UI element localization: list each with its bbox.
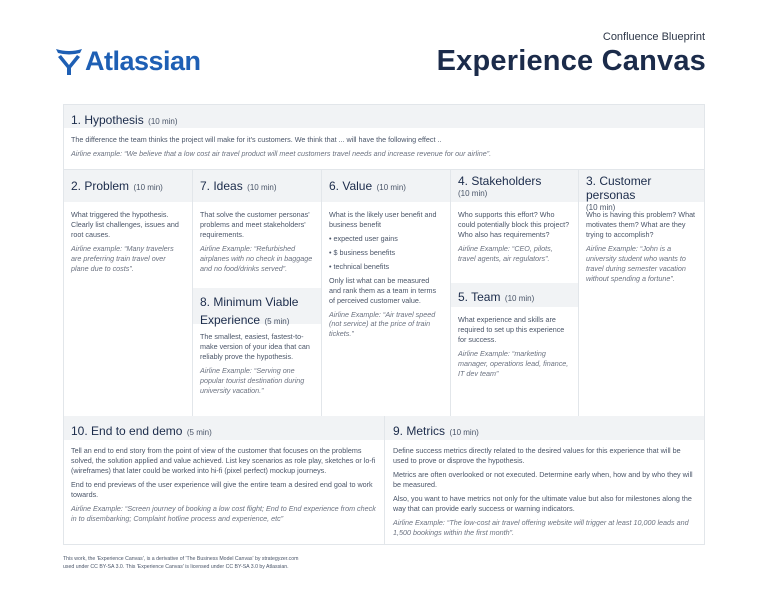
personas-body — [579, 202, 704, 416]
hypothesis-title: 1. Hypothesis — [71, 113, 144, 127]
value-bullet: • technical benefits — [329, 261, 390, 271]
ideas-text: That solve the customer personas' problems and meet stakeholders' requirements. — [200, 210, 310, 239]
metrics-text-3: Also, you want to have metrics not only for the ultimate value but also for milestones along the way that can provide early success or warning indicators. — [393, 493, 692, 513]
hypothesis-body — [64, 128, 704, 170]
mvp-body — [193, 324, 321, 416]
value-body — [322, 202, 450, 416]
metrics-text-2: Metrics are often overlooked or not executed. Determine early when, how and by who they will be measured. — [393, 469, 693, 489]
metrics-example: Airline Example: “The low-cost air travel offering website will trigger at least 10,000 leads and 1,500 bookings within the first month”. — [393, 517, 689, 537]
problem-text: What triggered the hypothesis. Clearly list challenges, issues and root causes. — [71, 210, 179, 239]
team-example: Airline Example: “marketing manager, operations lead, finance, IT dev team” — [458, 348, 569, 378]
atlassian-logo-icon — [54, 46, 84, 76]
team-time: (10 min) — [504, 294, 535, 303]
atlassian-logo[interactable] — [54, 44, 201, 78]
problem-example: Airline example: “Many travelers are preferring train travel over plane due to costs”. — [71, 243, 174, 273]
value-title: 6. Value — [329, 179, 373, 193]
problem-body — [64, 202, 192, 416]
demo-text-2: End to end previews of the user experience will give the entire team a desired end goal to work towards. — [71, 479, 373, 499]
page-subtitle: Confluence Blueprint — [602, 31, 705, 43]
ideas-title: 7. Ideas — [200, 179, 243, 193]
value-bullet: • expected user gains — [329, 233, 398, 243]
demo-title: 10. End to end demo — [71, 424, 183, 438]
stakeholders-header — [451, 170, 578, 202]
metrics-time: (10 min) — [449, 428, 479, 437]
value-text-2: Only list what can be measured and rank them as a team in terms of perceived customer value. — [329, 275, 437, 305]
license-line: used under CC BY-SA 3.0. This 'Experience Canvas' is licensed under CC BY-SA 3.0 by Atlassian. — [63, 563, 289, 570]
ideas-time: (10 min) — [247, 183, 277, 192]
demo-text: Tell an end to end story from the point of view of the customer that focuses on the problems solved, the solution applied and value achieved. List key scenarios as role play, sketches or lo-fi (wireframes) that later could be worked into hi-fi (pixel perfect) mockup journeys. — [71, 446, 376, 475]
personas-text: Who is having this problem? What motivates them? What are they trying to accomplish? — [586, 210, 696, 239]
license-footer — [63, 556, 363, 572]
demo-header — [64, 416, 384, 440]
mvp-text: The smallest, easiest, fastest-to-make version of your idea that can reliably prove the hypothesis. — [200, 332, 310, 361]
value-text: What is the likely user benefit and business benefit — [329, 210, 437, 229]
team-title: 5. Team — [458, 290, 501, 304]
mvp-header — [193, 288, 321, 327]
metrics-header — [385, 416, 704, 440]
hypothesis-example: Airline example: “We believe that a low cost air travel product will meet customers travel needs and increase revenue for our airline”. — [71, 148, 492, 158]
team-body — [451, 307, 578, 416]
value-time: (10 min) — [376, 183, 406, 192]
team-header — [451, 283, 578, 307]
license-line: This work, the 'Experience Canvas', is a derivative of 'The Business Model Canvas' by strategyzer.com — [63, 556, 299, 562]
personas-time: (10 min) — [586, 202, 616, 212]
mvp-time: (5 min) — [264, 317, 290, 326]
mvp-example: Airline Example: “Serving one popular tourist destination during university vacation.” — [200, 365, 305, 395]
value-example: Airline Example: “Air travel speed (not service) at the price of train tickets.” — [329, 309, 436, 339]
stakeholders-body — [451, 202, 578, 283]
metrics-title: 9. Metrics — [393, 424, 446, 438]
hypothesis-text: The difference the team thinks the project will make for it's customers. We think that ... will have the following effect .. — [71, 135, 442, 144]
ideas-body — [193, 202, 321, 287]
personas-title: 3. Customer personas — [586, 174, 652, 202]
ideas-header — [193, 170, 321, 202]
hypothesis-time: (10 min) — [148, 117, 178, 126]
metrics-text: Define success metrics directly related to the desired values for this experience that will be used to prove or disprove the hypothesis. — [393, 446, 681, 465]
team-text: What experience and skills are required to set up this experience for success. — [458, 315, 565, 344]
logo-text: Atlassian — [85, 45, 201, 76]
value-bullet: • $ business benefits — [329, 247, 396, 257]
value-header — [322, 170, 450, 202]
mvp-title: 8. Minimum Viable Experience — [200, 295, 299, 327]
ideas-example: Airline Example: “Refurbished airplanes with no check in baggage and no food/drinks served”. — [200, 243, 313, 273]
demo-example: Airline Example: “Screen journey of booking a low cost flight; End to End experience from check in to disembarking; Complaint hotline process and experience, etc” — [71, 503, 376, 523]
metrics-body — [385, 440, 704, 544]
stakeholders-time: (10 min) — [458, 188, 488, 198]
problem-header — [64, 170, 192, 202]
demo-body — [64, 440, 384, 544]
stakeholders-title: 4. Stakeholders — [458, 174, 542, 188]
hypothesis-header — [64, 105, 704, 128]
stakeholders-text: Who supports this effort? Who could potentially block this project? Who also has requirements? — [458, 210, 570, 239]
experience-canvas — [63, 104, 705, 545]
problem-title: 2. Problem — [71, 179, 130, 193]
page-title: Experience Canvas — [436, 45, 706, 77]
problem-time: (10 min) — [133, 183, 163, 192]
stakeholders-example: Airline Example: “CEO, pilots, travel agents, air regulators”. — [458, 243, 553, 263]
personas-header — [579, 170, 704, 212]
demo-time: (5 min) — [186, 428, 212, 437]
personas-example: Airline Example: “John is a university student who wants to travel during semester vacation without spending a fortune”. — [586, 243, 686, 283]
